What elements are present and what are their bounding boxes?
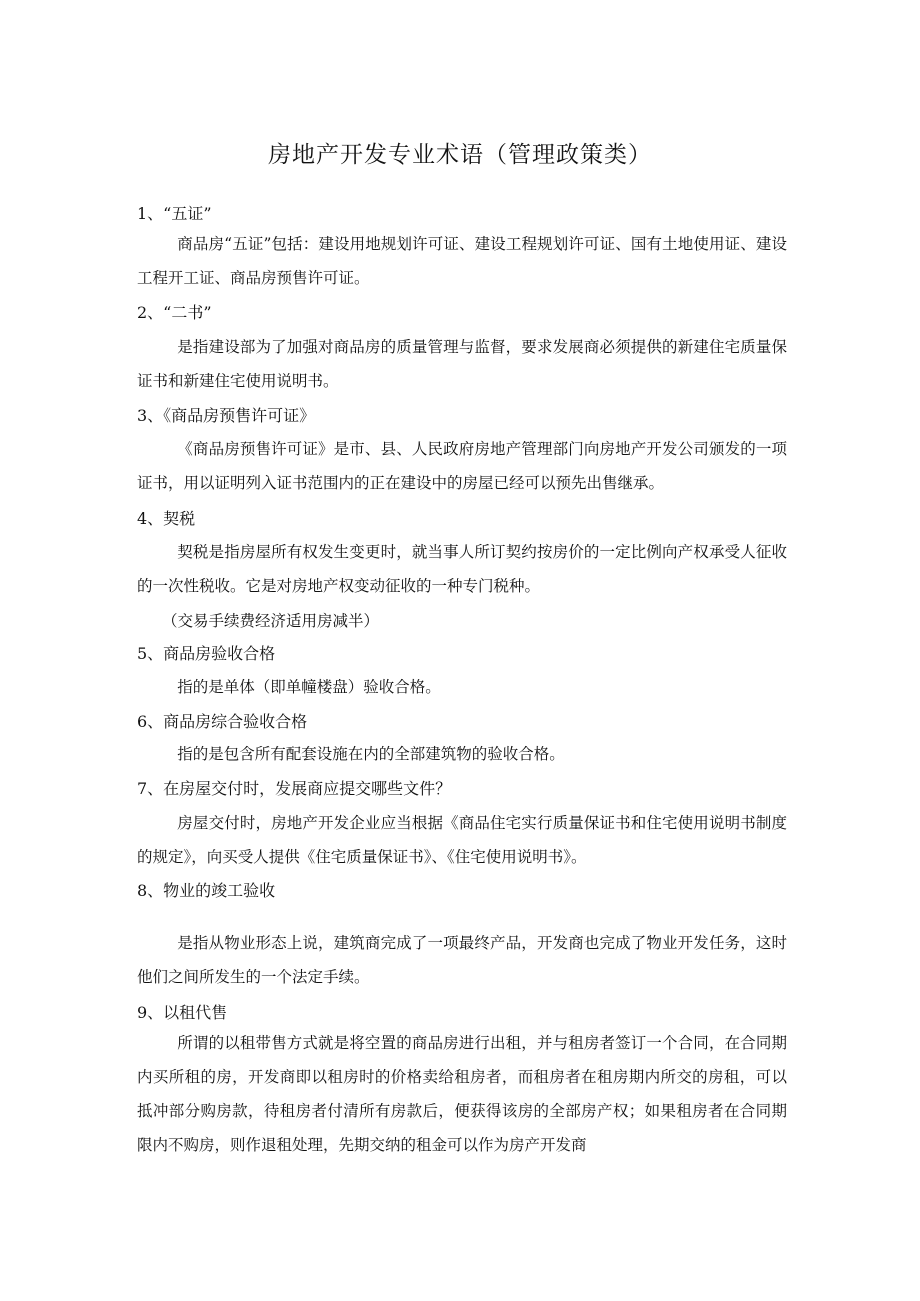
section-body-3: 《商品房预售许可证》是市、县、人民政府房地产管理部门向房地产开发公司颁发的一项证书，用以证明列入证书范围内的正在建设中的房屋已经可以预先出售继承。: [137, 440, 787, 492]
section-body-6: 指的是包含所有配套设施在内的全部建筑物的验收合格。: [177, 745, 565, 763]
section-heading-1: 1、“五证”: [137, 204, 212, 223]
section-heading-4: 4、契税: [137, 509, 196, 528]
section-body-1: 商品房“五证”包括：建设用地规划许可证、建设工程规划许可证、国有土地使用证、建设工程开工证、商品房预售许可证。: [137, 235, 787, 287]
section-body-8: 是指从物业形态上说，建筑商完成了一项最终产品，开发商也完成了物业开发任务，这时他们之间所发生的一个法定手续。: [137, 934, 787, 986]
section-body-4: 契税是指房屋所有权发生变更时，就当事人所订契约按房价的一定比例向产权承受人征收的一次性税收。它是对房地产权变动征收的一种专门税种。: [137, 543, 787, 595]
section-heading-9: 9、以租代售: [137, 1003, 228, 1022]
document-title: 房地产开发专业术语（管理政策类）: [268, 142, 652, 168]
section-body-7: 房屋交付时，房地产开发企业应当根据《商品住宅实行质量保证书和住宅使用说明书制度的规定》，向买受人提供《住宅质量保证书》、《住宅使用说明书》。: [137, 814, 787, 866]
section-heading-3: 3、《商品房预售许可证》: [137, 406, 316, 425]
section-body-9: 所谓的以租带售方式就是将空置的商品房进行出租，并与租房者签订一个合同，在合同期内买所租的房，开发商即以租房时的价格卖给租房者，而租房者在租房期内所交的房租，可以抵冲部分购房款，待租房者付清所有房款后，便获得该房的全部房产权；如果租房者在合同期限内不购房，则作退租处理，先期交纳的租金可以作为房产开发商: [137, 1034, 787, 1154]
section-heading-2: 2、“二书”: [137, 303, 212, 322]
section-note-4: （交易手续费经济适用房减半）: [162, 612, 380, 630]
section-body-5: 指的是单体（即单幢楼盘）验收合格。: [177, 678, 441, 696]
section-body-2: 是指建设部为了加强对商品房的质量管理与监督，要求发展商必须提供的新建住宅质量保证书和新建住宅使用说明书。: [137, 338, 787, 390]
section-heading-6: 6、商品房综合验收合格: [137, 712, 308, 731]
section-heading-5: 5、商品房验收合格: [137, 644, 276, 663]
section-heading-7: 7、在房屋交付时，发展商应提交哪些文件？: [137, 779, 452, 798]
section-heading-8: 8、物业的竣工验收: [137, 881, 276, 900]
